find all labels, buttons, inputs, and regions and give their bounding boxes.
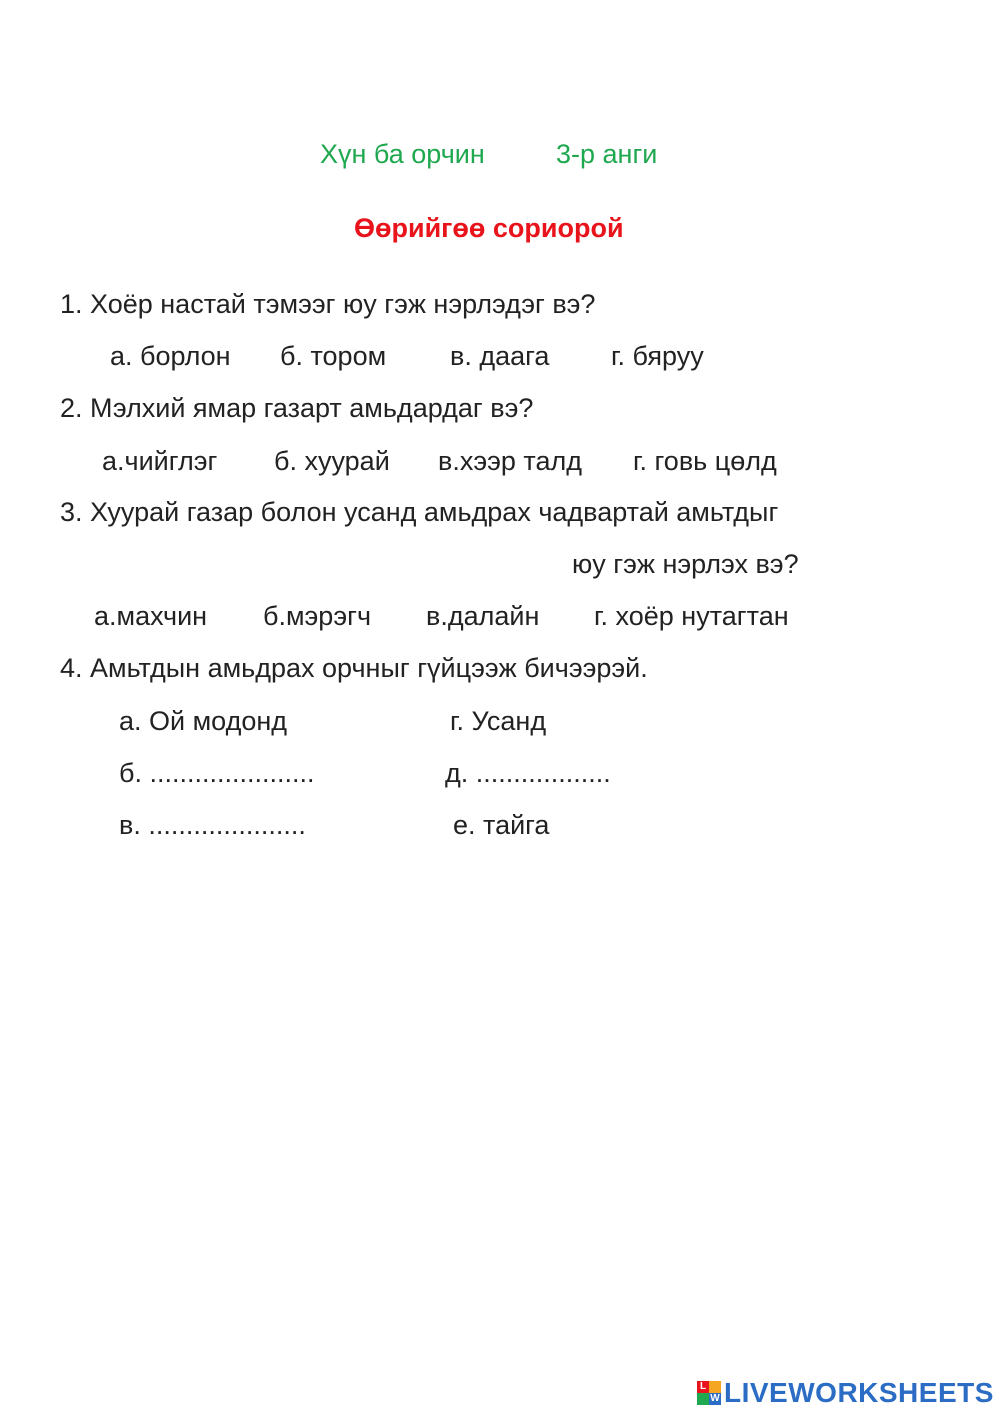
question-4: 4. Амьтдын амьдрах орчныг гүйцээж бичээрэй. [60, 653, 648, 683]
q4-blank-v[interactable]: в. ..................... [119, 810, 306, 840]
q2-option-d[interactable]: г. говь цөлд [633, 446, 777, 476]
q3-option-c[interactable]: в.далайн [426, 601, 540, 631]
q3-option-b[interactable]: б.мэрэгч [263, 601, 372, 631]
logo-letter-w: W [710, 1393, 720, 1404]
q2-option-c[interactable]: в.хээр талд [438, 446, 583, 476]
question-1: 1. Хоёр настай тэмээг юу гэж нэрлэдэг вэ? [60, 289, 596, 319]
q3-option-a[interactable]: а.махчин [94, 601, 208, 631]
q1-option-b[interactable]: б. тором [280, 341, 387, 371]
subject-title: Хүн ба орчин [320, 139, 485, 169]
logo-letter-l: L [697, 1381, 709, 1393]
q2-option-a[interactable]: а.чийглэг [102, 446, 218, 476]
q4-blank-d[interactable]: д. .................. [445, 758, 611, 788]
q4-item-g: г. Усанд [450, 706, 547, 736]
q4-item-e: е. тайга [453, 810, 550, 840]
q4-blank-b[interactable]: б. ...................... [119, 758, 315, 788]
question-2: 2. Мэлхий ямар газарт амьдардаг вэ? [60, 393, 534, 423]
logo-text: LIVEWORKSHEETS [724, 1377, 994, 1408]
liveworksheets-logo [697, 1376, 994, 1410]
grade-label: 3-р анги [556, 139, 658, 169]
q1-option-d[interactable]: г. бяруу [611, 341, 704, 371]
question-3-continued: юу гэж нэрлэх вэ? [572, 549, 799, 579]
page-title: Өөрийгөө сориорой [354, 213, 624, 243]
q2-option-b[interactable]: б. хуурай [274, 446, 390, 476]
q4-item-a: а. Ой модонд [119, 706, 288, 736]
q1-option-a[interactable]: а. борлон [110, 341, 231, 371]
q3-option-d[interactable]: г. хоёр нутагтан [594, 601, 789, 631]
q1-option-c[interactable]: в. даага [450, 341, 550, 371]
logo-mark-icon [697, 1381, 721, 1405]
question-3: 3. Хуурай газар болон усанд амьдрах чадвартай амьтдыг [60, 497, 779, 527]
